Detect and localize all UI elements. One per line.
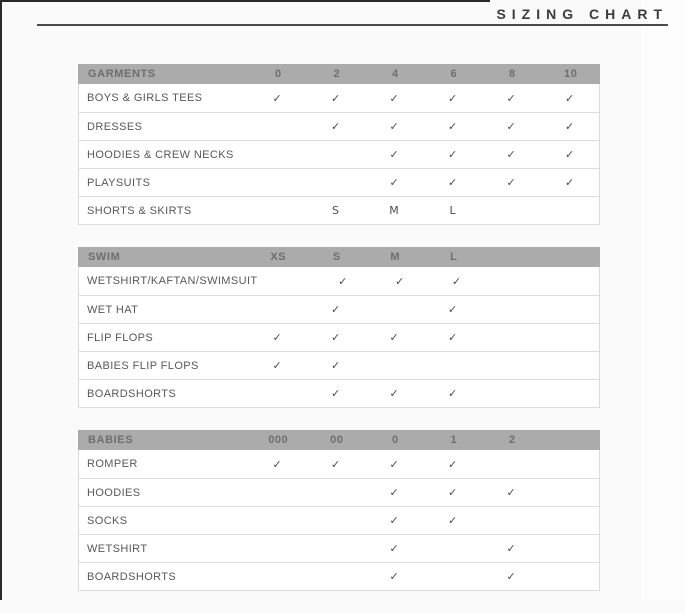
check-mark: ✓ — [330, 331, 341, 344]
page-title: SIZING CHART — [496, 6, 668, 22]
check-mark: ✓ — [564, 176, 575, 189]
check-mark: ✓ — [389, 148, 400, 161]
check-mark: ✓ — [272, 359, 283, 372]
column-header: L — [450, 251, 458, 263]
check-mark: ✓ — [506, 570, 517, 583]
check-mark: ✓ — [447, 514, 458, 527]
column-header: XS — [270, 251, 287, 263]
page-right-margin — [641, 0, 685, 600]
table-row — [79, 534, 599, 562]
check-mark: ✓ — [506, 120, 517, 133]
check-mark: ✓ — [506, 486, 517, 499]
column-header: 4 — [391, 68, 399, 80]
sizing-tables-container — [78, 64, 600, 613]
check-mark: ✓ — [451, 274, 462, 288]
size-value: S — [332, 204, 340, 217]
check-mark: ✓ — [389, 486, 400, 499]
check-mark: ✓ — [564, 148, 575, 161]
check-mark: ✓ — [564, 120, 575, 133]
check-mark: ✓ — [447, 148, 458, 161]
column-header: 6 — [450, 68, 458, 80]
row-label: WETSHIRT/KAFTAN/SWIMSUIT — [87, 275, 258, 287]
table-row — [79, 295, 599, 323]
row-label: HOODIES — [87, 486, 141, 499]
check-mark: ✓ — [394, 274, 405, 288]
column-header: 2 — [333, 68, 341, 80]
column-header: S — [332, 251, 341, 263]
column-header: 00 — [330, 434, 344, 446]
size-value: L — [449, 204, 457, 217]
table-header-row — [78, 430, 600, 450]
table-row — [79, 112, 599, 140]
title-underline — [37, 24, 668, 26]
table-title: SWIM — [88, 251, 121, 263]
check-mark: ✓ — [330, 91, 341, 105]
check-mark: ✓ — [447, 91, 458, 105]
check-mark: ✓ — [447, 457, 458, 471]
table-row — [79, 562, 599, 590]
check-mark: ✓ — [330, 387, 341, 400]
left-border-line — [0, 0, 2, 600]
row-label: WETSHIRT — [87, 542, 148, 555]
check-mark: ✓ — [506, 91, 517, 105]
table-row — [79, 379, 599, 407]
table-title: GARMENTS — [88, 68, 156, 80]
size-table-swim — [78, 247, 600, 408]
size-table-garments — [78, 64, 600, 225]
column-header: 8 — [508, 68, 516, 80]
check-mark: ✓ — [330, 303, 341, 316]
table-body — [78, 450, 600, 591]
check-mark: ✓ — [447, 486, 458, 499]
table-row — [79, 450, 599, 478]
check-mark: ✓ — [272, 457, 283, 471]
check-mark: ✓ — [447, 120, 458, 133]
table-title: BABIES — [88, 434, 134, 446]
table-row — [79, 168, 599, 196]
check-mark: ✓ — [272, 331, 283, 344]
table-body — [78, 267, 600, 408]
row-label: FLIP FLOPS — [87, 331, 154, 344]
check-mark: ✓ — [506, 176, 517, 189]
check-mark: ✓ — [389, 457, 400, 471]
table-row — [79, 506, 599, 534]
size-value: M — [389, 204, 400, 217]
column-header: 1 — [450, 434, 458, 446]
check-mark: ✓ — [338, 274, 348, 288]
check-mark: ✓ — [447, 176, 458, 189]
column-header: 000 — [268, 434, 289, 446]
check-mark: ✓ — [330, 359, 341, 372]
table-row — [79, 351, 599, 379]
check-mark: ✓ — [330, 120, 341, 133]
table-row — [79, 323, 599, 351]
check-mark: ✓ — [389, 120, 400, 133]
check-mark: ✓ — [447, 303, 458, 316]
check-mark: ✓ — [330, 457, 341, 471]
table-row — [79, 196, 599, 224]
check-mark: ✓ — [506, 148, 517, 161]
page-header — [37, 0, 668, 26]
column-header: 0 — [391, 434, 399, 446]
check-mark: ✓ — [389, 514, 400, 527]
row-label: BOYS & GIRLS TEES — [87, 92, 203, 104]
row-label: BOARDSHORTS — [87, 387, 177, 400]
column-header: 0 — [274, 68, 282, 80]
size-table-babies — [78, 430, 600, 591]
table-header-row — [78, 247, 600, 267]
row-label: ROMPER — [87, 458, 138, 470]
check-mark: ✓ — [389, 91, 400, 105]
check-mark: ✓ — [389, 331, 400, 344]
column-header: 2 — [508, 434, 516, 446]
table-row — [79, 478, 599, 506]
row-label: BABIES FLIP FLOPS — [87, 359, 199, 372]
check-mark: ✓ — [447, 331, 458, 344]
table-body — [78, 84, 600, 225]
check-mark: ✓ — [389, 387, 400, 400]
row-label: SHORTS & SKIRTS — [87, 204, 192, 217]
row-label: HOODIES & CREW NECKS — [87, 148, 234, 161]
row-label: BOARDSHORTS — [87, 570, 177, 583]
row-label: WET HAT — [87, 303, 139, 316]
check-mark: ✓ — [272, 91, 283, 105]
check-mark: ✓ — [389, 570, 400, 583]
table-header-row — [78, 64, 600, 84]
row-label: PLAYSUITS — [87, 176, 151, 189]
check-mark: ✓ — [389, 542, 400, 555]
check-mark: ✓ — [564, 91, 575, 105]
row-label: SOCKS — [87, 514, 128, 527]
table-row — [79, 140, 599, 168]
column-header: 10 — [564, 68, 578, 80]
column-header: M — [390, 251, 401, 263]
table-row — [79, 267, 599, 295]
check-mark: ✓ — [389, 176, 400, 189]
check-mark: ✓ — [506, 542, 517, 555]
table-row — [79, 84, 599, 112]
check-mark: ✓ — [447, 387, 458, 400]
row-label: DRESSES — [87, 120, 143, 133]
